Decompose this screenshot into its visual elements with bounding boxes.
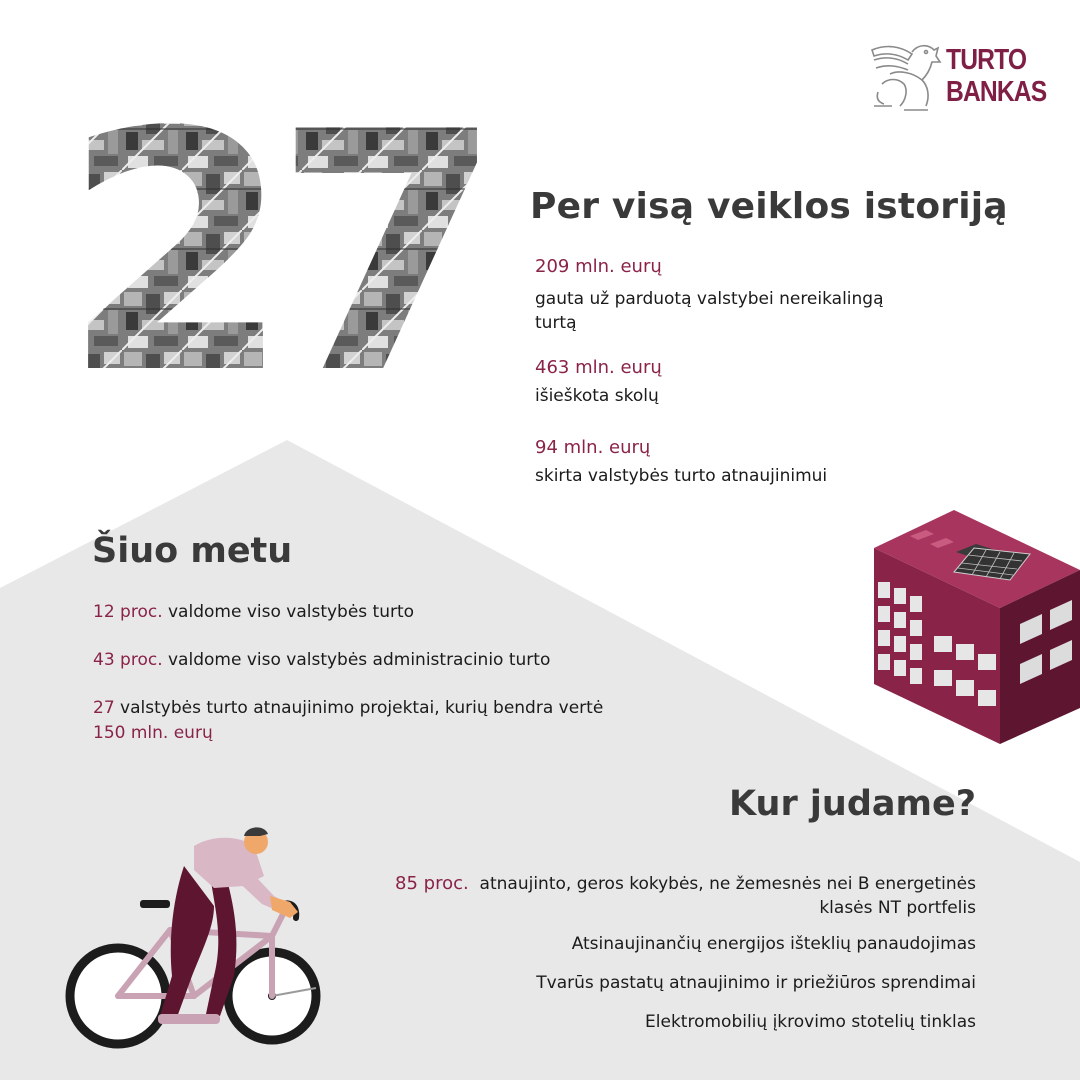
history-item	[535, 357, 955, 408]
turto-bankas-logo	[868, 40, 1047, 116]
history-value-1: 209 mln. eurų	[535, 256, 662, 277]
future-item-2: Tvarūs pastatų atnaujinimo ir priežiūros sprendimai	[536, 973, 976, 993]
current-item	[93, 648, 550, 673]
hero-number-27	[62, 110, 482, 380]
current-value-2: 43 proc.	[93, 650, 163, 670]
current-value-3b: 150 mln. eurų	[93, 723, 213, 743]
current-title: Šiuo metu	[92, 531, 293, 571]
building-illustration	[870, 508, 1080, 748]
current-item	[93, 696, 673, 746]
current-text-2: valdome viso valstybės administracinio turto	[162, 650, 551, 670]
history-text-2: išieškota skolų	[535, 386, 659, 406]
future-item-3: Elektromobilių įkrovimo stotelių tinklas	[645, 1012, 976, 1032]
history-value-2: 463 mln. eurų	[535, 357, 662, 378]
history-title: Per visą veiklos istoriją	[530, 186, 1008, 227]
future-item-1: Atsinaujinančių energijos išteklių panaudojimas	[571, 934, 976, 954]
current-value-3: 27	[93, 698, 115, 718]
history-text-1: gauta už parduotą valstybei nereikalingą turtą	[535, 289, 884, 333]
future-lead-value: 85 proc.	[395, 873, 469, 894]
future-lead-text-2: klasės NT portfelis	[819, 898, 976, 918]
current-text-3: valstybės turto atnaujinimo projektai, kurių bendra vertė	[114, 698, 604, 718]
logo-line-1: TURTO	[946, 44, 1027, 76]
history-text-3: skirta valstybės turto atnaujinimui	[535, 466, 828, 486]
current-value-1: 12 proc.	[93, 602, 163, 622]
griffin-icon	[868, 40, 944, 114]
cyclist-illustration	[64, 826, 326, 1052]
current-item	[93, 600, 414, 625]
future-lead-text-1: atnaujinto, geros kokybės, ne žemesnės nei B energetinės	[479, 874, 976, 894]
current-text-1: valdome viso valstybės turto	[162, 602, 415, 622]
future-title: Kur judame?	[729, 784, 976, 824]
future-lead	[336, 872, 976, 920]
logo-line-2: BANKAS	[946, 76, 1047, 108]
history-item	[535, 437, 955, 488]
history-value-3: 94 mln. eurų	[535, 437, 651, 458]
history-item	[535, 256, 955, 335]
